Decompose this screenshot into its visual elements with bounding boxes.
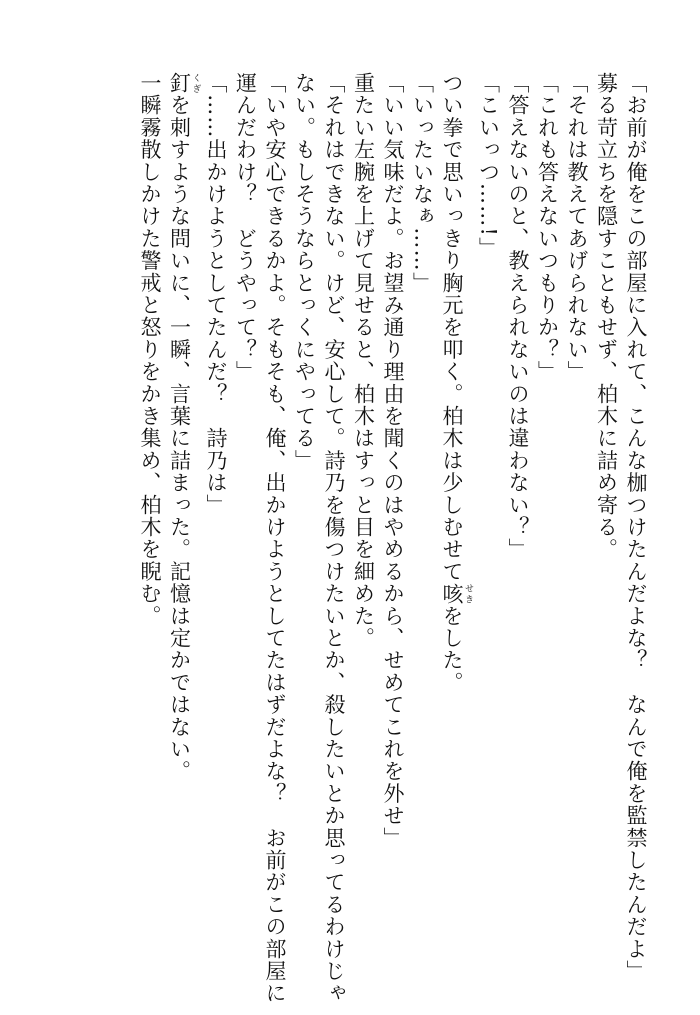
text-line-6: 「こいっつ……!」 — [476, 72, 501, 260]
text-line-1: 「お前が俺をこの部屋に入れて、こんな枷つけたんだよな？ なんで俺を監禁したんだよ」 — [624, 72, 648, 983]
text-line-7-tail: をした。 — [440, 604, 464, 694]
text-line-15: 「……出かけようとしてたんだ？ 詩乃は」 — [204, 72, 228, 516]
ruby-kugi: 釘 くぎ — [167, 72, 201, 95]
text-line-7-body: つい拳で思いっきり胸元を叩く。柏木は少しむせて — [440, 72, 464, 583]
text-line-8: 「いったいなぁ……」 — [410, 72, 435, 294]
ruby-kugi-reading: くぎ — [190, 72, 201, 95]
text-line-10: 重たい左腕を上げて見せると、柏木はすっと目を細めた。 — [351, 72, 376, 650]
text-line-13: 「いや安心できるかよ。そもそも、俺、出かけようとしてたはずだよな？ お前がこの部屋に — [263, 72, 287, 1005]
text-line-16 — [164, 72, 201, 972]
text-line-2: 募る苛立ちを隠すこともせず、柏木に詰め寄る。 — [594, 72, 619, 561]
text-line-9: 「いい気味だよ。お望み通り理由を聞くのはやめるから、せめてこれを外せ」 — [381, 72, 405, 849]
text-line-5: 「答えないのと、教えられないのは違わない？」 — [506, 72, 530, 561]
text-line-17: 一瞬霧散しかけた警戒と怒りをかき集め、柏木を睨む。 — [138, 72, 162, 627]
vertical-text-body — [135, 72, 651, 1005]
text-line-16-body: を刺すような問いに、一瞬、言葉に詰まった。記憶は定かではない。 — [167, 94, 192, 783]
text-line-14: 運んだわけ？ どうやって？」 — [233, 72, 258, 383]
text-line-7 — [437, 72, 474, 972]
text-line-4: 「これも答えないつもりか？」 — [535, 72, 560, 383]
ruby-seki-reading: せき — [463, 582, 473, 605]
text-line-3: 「それは教えてあげられない」 — [565, 72, 589, 383]
ruby-seki: 咳 せき — [440, 582, 473, 605]
text-line-11: 「それはできない。けど、安心して。詩乃を傷つけたいとか、殺したいとか思ってるわけじゃ — [322, 72, 346, 1005]
text-line-12: ない。もしそうならとっくにやってる」 — [292, 72, 317, 472]
